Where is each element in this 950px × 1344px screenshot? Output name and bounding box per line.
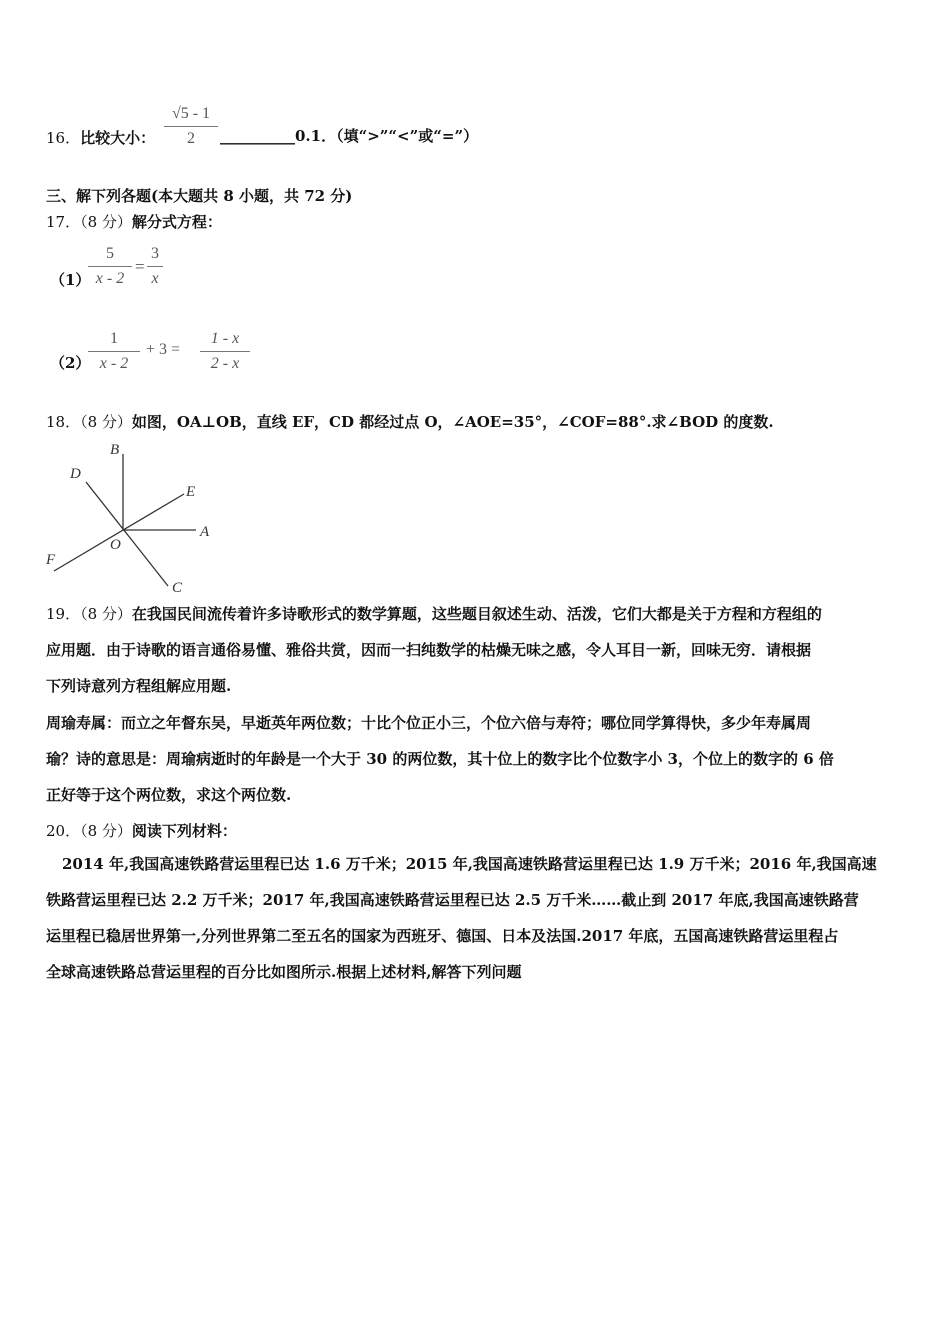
fraction-bar: [200, 351, 250, 352]
q17-part2-lhs: [88, 329, 140, 374]
q17-part2-label: （2）: [50, 354, 91, 372]
q18-line: [46, 412, 774, 432]
label-e: E: [186, 484, 196, 500]
q17-part2-rhs-num: 1 - x: [210, 330, 240, 347]
q18-geometry-figure: [40, 436, 230, 596]
q16-frac-denominator: 2: [187, 130, 195, 147]
q17-part1-label: （1）: [50, 271, 91, 289]
q18-number: 18．（8 分）: [46, 413, 132, 431]
q19-line2: 应用题．由于诗歌的语言通俗易懂、雅俗共赏，因而一扫纯数学的枯燥无味之感，令人耳目一新，回味无穷．请根据: [46, 641, 812, 659]
q17-part1-lhs-den: x - 2: [95, 270, 125, 287]
q16-answer-line: [220, 126, 478, 146]
q16-fraction: [164, 104, 218, 149]
q17-part2-lhs-den: x - 2: [99, 355, 129, 372]
q16-line: [46, 128, 155, 148]
q17-part1-rhs-den: x: [151, 270, 159, 287]
q17-part1-rhs: [147, 244, 163, 289]
q19-line5: 瑜？诗的意思是：周瑜病逝时的年龄是一个大于 30 的两位数，其十位上的数字比个位数字小 3，个位上的数字的 6 倍: [46, 750, 834, 768]
q17-part2-rhs-den: 2 - x: [210, 355, 240, 372]
q17-part1-lhs: [88, 244, 132, 289]
q17-prompt: 解分式方程：: [131, 213, 222, 231]
section3-title: 三、解下列各题(本大题共 8 小题，共 72 分): [46, 187, 353, 205]
q20-line2: 铁路营运里程已达 2.2 万千米；2017 年,我国高速铁路营运里程已达 2.5 万千米……截止到 2017 年底,我国高速铁路营: [46, 891, 859, 909]
q20-material: [46, 846, 908, 990]
q20-line1: 2014 年,我国高速铁路营运里程已达 1.6 万千米；2015 年,我国高速铁路营运里程已达 1.9 万千米；2016 年,我国高速: [62, 855, 877, 873]
q17-part1-rhs-num: 3: [151, 245, 159, 262]
q17-part2-lhs-num: 1: [110, 330, 118, 347]
q16-number: 16．: [46, 129, 81, 147]
q17-part1-lhs-num: 5: [106, 245, 114, 262]
q19-line4: 周瑜寿属：而立之年督东吴，早逝英年两位数；十比个位正小三，个位六倍与寿符；哪位同学算得快，多少年寿属周: [46, 714, 812, 732]
label-b: B: [110, 442, 120, 458]
line-fe: [54, 494, 184, 571]
q20-line4: 全球高速铁路总营运里程的百分比如图所示.根据上述材料,解答下列问题: [46, 963, 522, 981]
q20-line3: 运里程已稳居世界第一,分列世界第二至五名的国家为西班牙、德国、日本及法国.2017 年底，五国高速铁路营运里程占: [46, 927, 839, 945]
q17-part2-rhs: [200, 329, 250, 374]
q20-line: [46, 821, 237, 841]
q19-line3: 下列诗意列方程组解应用题.: [46, 677, 232, 695]
q16-frac-numerator: √5 - 1: [171, 105, 211, 122]
label-d: D: [70, 466, 81, 482]
q20-prompt: 阅读下列材料：: [131, 822, 237, 840]
q17-number: 17．（8 分）: [46, 213, 132, 231]
q16-prompt: 比较大小：: [80, 129, 156, 147]
q16-rest: 0.1．（填“>”“<”或“=”）: [295, 127, 479, 145]
q17-line: [46, 212, 222, 232]
q20-number: 20．（8 分）: [46, 822, 132, 840]
q19-line6: 正好等于这个两位数，求这个两位数.: [46, 786, 292, 804]
q17-part1-eq: =: [135, 257, 145, 276]
label-o: O: [110, 537, 121, 553]
label-c: C: [172, 580, 183, 596]
label-f: F: [46, 552, 56, 568]
label-a: A: [200, 524, 210, 540]
line-dc: [86, 482, 168, 586]
q19-paragraph: [46, 596, 908, 704]
q19-poem-paragraph: [46, 705, 908, 813]
fraction-bar: [164, 126, 218, 127]
fraction-bar: [88, 266, 132, 267]
q18-text: 如图，OA⊥OB，直线 EF，CD 都经过点 O，∠AOE=35°，∠COF=88°.求∠BOD 的度数.: [131, 413, 774, 431]
fraction-bar: [147, 266, 163, 267]
q17-part2-plus: + 3 =: [146, 341, 181, 358]
q16-blank[interactable]: __________: [220, 127, 295, 145]
q19-number: 19．（8 分）: [46, 605, 132, 623]
fraction-bar: [88, 351, 140, 352]
q19-line1: 在我国民间流传着许多诗歌形式的数学算题，这些题目叙述生动、活泼，它们大都是关于方程和方程组的: [131, 605, 822, 623]
